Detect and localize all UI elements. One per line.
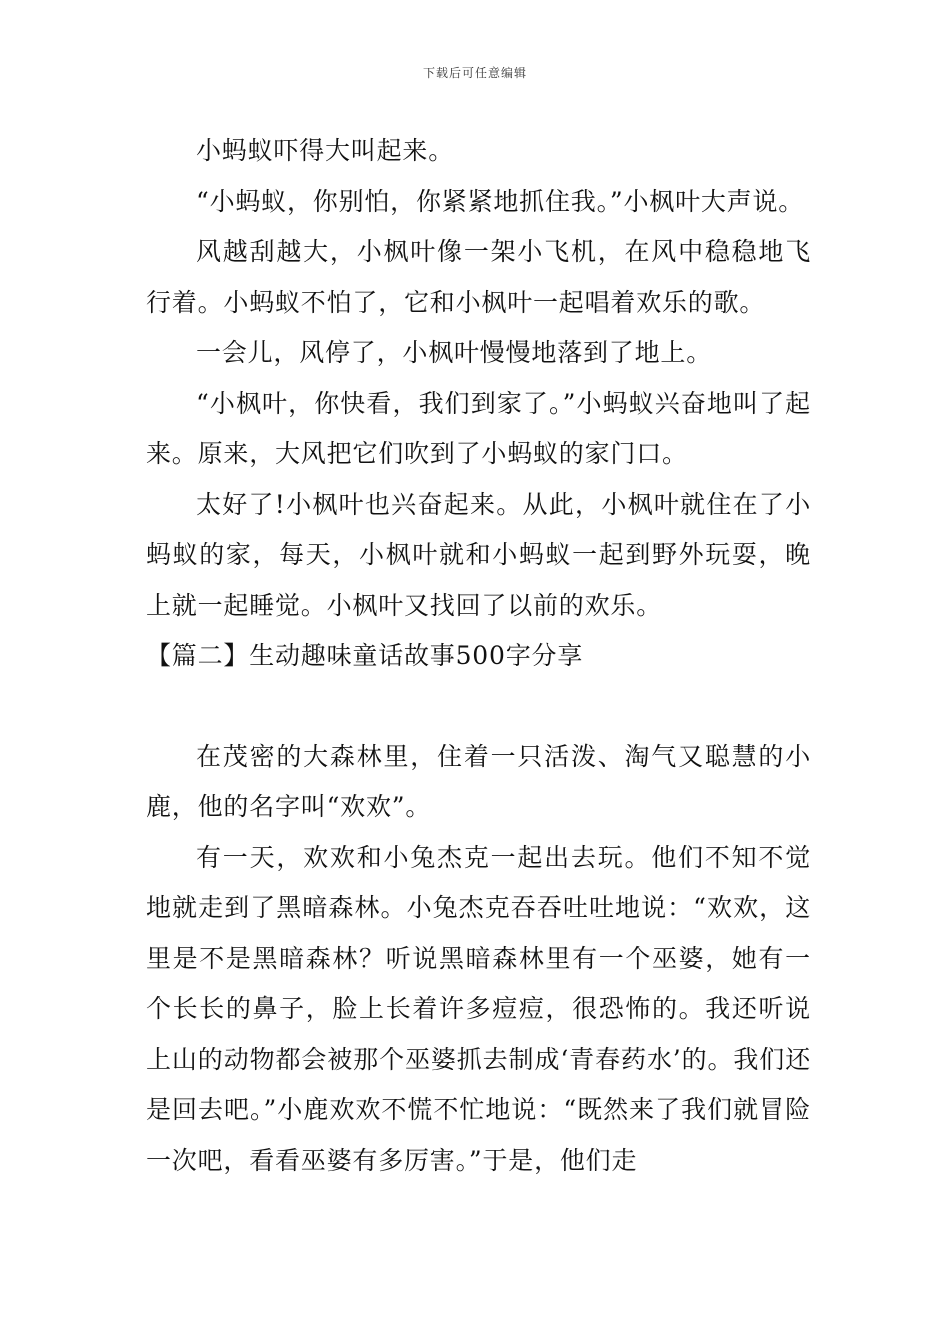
paragraph: 太好了!小枫叶也兴奋起来。从此，小枫叶就住在了小蚂蚁的家，每天，小枫叶就和小蚂蚁一起到野外玩耍，晚上就一起睡觉。小枫叶又找回了以前的欢乐。 — [146, 489, 811, 620]
paragraph: 在茂密的大森林里，住着一只活泼、淘气又聪慧的小鹿，他的名字叫“欢欢”。 — [146, 741, 811, 821]
document-body — [146, 126, 811, 1186]
paragraph: “小枫叶，你快看，我们到家了。”小蚂蚁兴奋地叫了起来。原来，大风把它们吹到了小蚂蚁的家门口。 — [146, 388, 811, 468]
paragraph: 小蚂蚁吓得大叫起来。 — [196, 136, 455, 165]
paragraph: “小蚂蚁，你别怕，你紧紧地抓住我。”小枫叶大声说。 — [196, 186, 805, 216]
paragraph: 有一天，欢欢和小兔杰克一起出去玩。他们不知不觉地就走到了黑暗森林。小兔杰克吞吞吐吐地说：“欢欢，这里是不是黑暗森林？听说黑暗森林里有一个巫婆，她有一个长长的鼻子，脸上长着许多痘痘，很恐怖的。我还听说上山的动物都会被那个巫婆抓去制成‘青春药水’的。我们还是回去吧。”小鹿欢欢不慌不忙地说：“既然来了我们就冒险一次吧，看看巫婆有多厉害。”于是，他们走 — [146, 842, 811, 1175]
paragraph: 一会儿，风停了，小枫叶慢慢地落到了地上。 — [196, 338, 713, 367]
section-title: 【篇二】生动趣味童话故事500字分享 — [146, 641, 584, 670]
header-note: 下载后可任意编辑 — [422, 66, 527, 80]
blank-line — [146, 682, 811, 732]
paragraph: 风越刮越大，小枫叶像一架小飞机，在风中稳稳地飞行着。小蚂蚁不怕了，它和小枫叶一起唱着欢乐的歌。 — [146, 237, 811, 317]
